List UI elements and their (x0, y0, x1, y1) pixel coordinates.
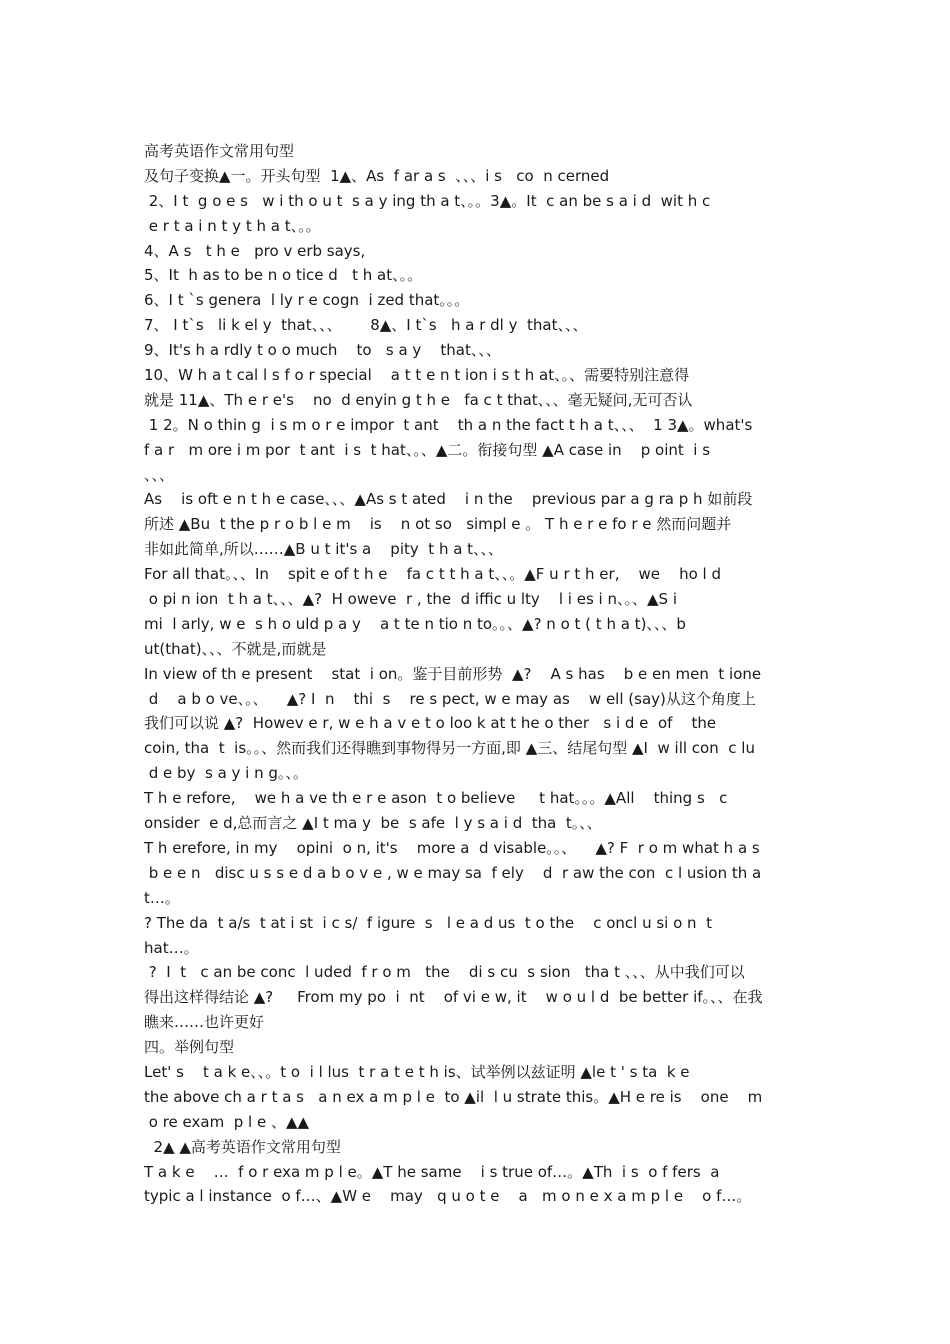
text-line: 所述 ▲Bu t the p r o b l e m is n ot so simpl e 。 T h e r e fo r e 然而问题并 (144, 515, 732, 534)
text-line: 10、W h a t cal l s f o r special a t t e n t ion i s t h at、。、需要特别注意得 (144, 366, 690, 385)
text-line: onsider e d,总而言之 ▲I t ma y be s afe l y s a i d tha t。、、 (144, 814, 602, 833)
text-line: f a r m ore i m por t ant i s t hat、。、▲二。衔接句型 ▲A case in p oint i s (144, 440, 711, 459)
text-line: 1 2。N o thin g i s m o r e impor t ant th a n the fact t h a t、、、 1 3▲。what's (144, 415, 753, 434)
text-line: ut(that)、、、不就是,而就是 (144, 639, 327, 658)
text-line: In view of th e present stat i on。鉴于目前形势 ▲? A s has b e en men t ione (144, 664, 762, 683)
text-line: For all that。、、In spit e of t h e fa c t t h a t、、。▲F u r t h er, we ho l d (144, 565, 722, 584)
text-line: mi l arly, w e s h o uld p a y a t te n tio n to。。、▲? n o t ( t h a t)、、、b (144, 614, 686, 633)
text-line: 6、I t `s genera l ly r e cogn i zed that。。。 (144, 291, 470, 310)
text-line: ? I t c an be conc l uded f r o m the di s cu s sion tha t 、、、从中我们可以 (144, 963, 745, 982)
text-line: T h erefore, in my opini o n, it's more a d visable。。、 ▲? F r o m what h a s (144, 838, 760, 857)
text-line: 2▲ ▲高考英语作文常用句型 (144, 1137, 341, 1156)
text-line: T a k e … f o r exa m p l e。▲T he same i s true of…。▲Th i s o f fers a (144, 1162, 720, 1181)
text-line: T h e refore, we h a ve th e r e ason t o believe t hat。。。▲All thing s c (144, 789, 728, 808)
text-line: 、、、 (144, 465, 175, 484)
text-line: 四。举例句型 (144, 1038, 235, 1057)
text-line: typic a l instance o f…、▲W e may q u o t e a m o n e x a m p l e o f…。 (144, 1187, 752, 1206)
text-line: 我们可以说 ▲? Howev e r, w e h a v e t o loo k at t he o ther s i d e of the (144, 714, 717, 733)
text-line: 4、A s t h e pro v erb says, (144, 241, 366, 260)
text-line: t…。 (144, 888, 180, 907)
text-line: Let' s t a k e、、。t o i l lus t r a t e t h is、试举例以兹证明 ▲le t ' s ta k e (144, 1062, 690, 1081)
text-line: e r t a i n t y t h a t、。。 (144, 216, 321, 235)
text-line: the above ch a r t a s a n ex a m p l e to ▲il l u strate this。▲H e re is one m (144, 1087, 763, 1106)
text-line: d a b o ve、。、 ▲? I n thi s re s pect, w e may as w ell (say)从这个角度上 (144, 689, 756, 708)
text-line: 就是 11▲、Th e r e's no d enyin g t h e fa c t that、、、毫无疑问,无可否认 (144, 390, 693, 409)
text-line: 2、I t g o e s w i th o u t s a y ing th a t、。。3▲。It c an be s a i d wit h c (144, 191, 711, 210)
text-line: 瞧来……也许更好 (144, 1013, 265, 1032)
text-line: hat…。 (144, 938, 199, 957)
text-line: 及句子变换▲一。开头句型 1▲、As f ar a s 、、、i s co n cerned (144, 166, 610, 185)
text-line: ? The da t a/s t at i st i c s/ f igure s l e a d us t o the c oncl u si o n t (144, 913, 712, 932)
text-line: As is oft e n t h e case、、、▲As s t ated i n the previous par a g ra p h 如前段 (144, 490, 753, 509)
text-line: 7、 I t`s li k el y that、、、 8▲、I t`s h a r dl y that、、、 (144, 316, 588, 335)
text-line: o re exam p l e 、▲▲ (144, 1112, 310, 1131)
text-body (144, 139, 809, 1209)
text-line: 5、It h as to be n o tice d t h at、。。 (144, 266, 423, 285)
text-line: coin, tha t is。。、然而我们还得瞧到事物得另一方面,即 ▲三、结尾句型 ▲I w ill con c lu (144, 739, 755, 758)
text-line: d e by s a y i n g。、。 (144, 764, 308, 783)
text-line: 9、It's h a rdly t o o much to s a y that、、、 (144, 341, 501, 360)
text-line: 非如此简单,所以……▲B u t it's a pity t h a t、、、 (144, 540, 504, 559)
document-title: 高考英语作文常用句型 (144, 142, 295, 160)
text-line: b e e n disc u s s e d a b o v e , w e may sa f ely d r aw the con c l usion th a (144, 863, 762, 882)
text-line: o pi n ion t h a t、、、▲? H oweve r , the d iffic u lty l i es i n、。、▲S i (144, 590, 677, 609)
text-line: 得出这样得结论 ▲? From my po i nt of vi e w, it w o u l d be better if。、、在我 (144, 988, 763, 1007)
